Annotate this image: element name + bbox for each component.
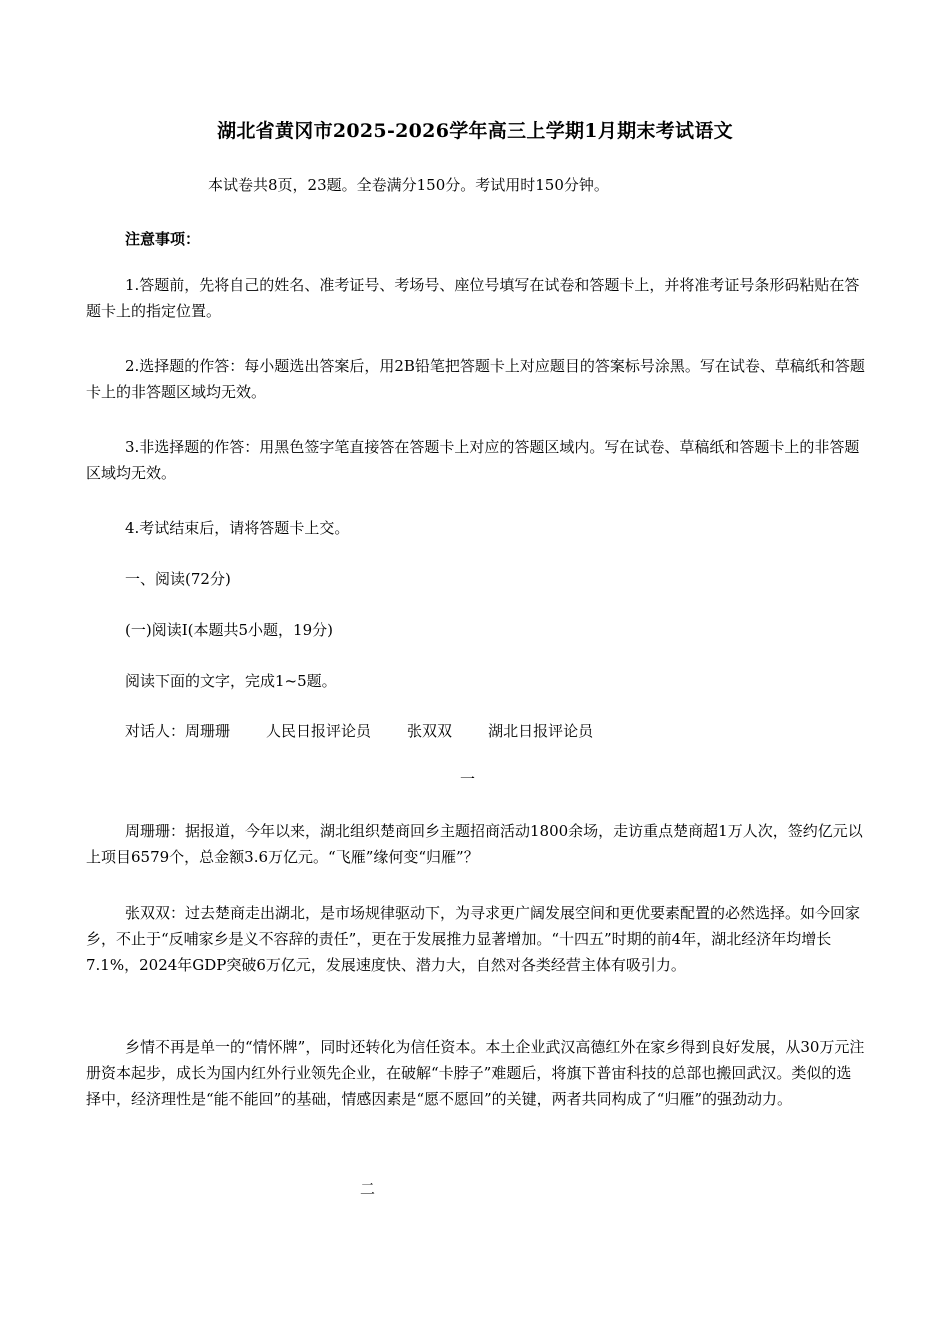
speaker-name: 人民日报评论员 xyxy=(266,722,372,740)
notice-heading: 注意事项： xyxy=(125,230,201,248)
speaker-name: 张双双 xyxy=(407,722,453,740)
speaker-list xyxy=(125,718,629,744)
dialogue-paragraph: 张双双：过去楚商走出湖北，是市场规律驱动下，为寻求更广阔发展空间和更优要素配置的必然选择。如今回家乡，不止于“反哺家乡是义不容辞的责任”，更在于发展推力显著增加。“十四五”时期的前4年，湖北经济年均增长7.1%，2024年GDP突破6万亿元，发展速度快、潜力大，自然对各类经营主体有吸引力。 xyxy=(86,904,861,974)
notice-item-1: 1.答题前，先将自己的姓名、准考证号、考场号、座位号填写在试卷和答题卡上，并将准考证号条形码粘贴在答题卡上的指定位置。 xyxy=(86,276,860,320)
part-one-marker: 一 xyxy=(460,770,476,788)
section-heading-reading: 一、阅读(72分) xyxy=(125,570,231,588)
exam-info: 本试卷共8页，23题。全卷满分150分。考试用时150分钟。 xyxy=(208,176,609,194)
reading-instruction: 阅读下面的文字，完成1~5题。 xyxy=(125,672,337,690)
notice-item-2: 2.选择题的作答：每小题选出答案后，用2B铅笔把答题卡上对应题目的答案标号涂黑。写在试卷、草稿纸和答题卡上的非答题区域均无效。 xyxy=(86,357,865,401)
speaker-name: 周珊珊 xyxy=(185,722,231,740)
speaker-name: 湖北日报评论员 xyxy=(488,722,594,740)
page-title: 湖北省黄冈市2025-2026学年高三上学期1月期末考试语文 xyxy=(217,120,733,142)
notice-item-3: 3.非选择题的作答：用黑色签字笔直接答在答题卡上对应的答题区域内。写在试卷、草稿纸和答题卡上的非答题区域均无效。 xyxy=(86,438,860,482)
notice-item-4: 4.考试结束后，请将答题卡上交。 xyxy=(125,519,350,537)
part-two-marker: 二 xyxy=(360,1180,376,1198)
speaker-label: 对话人： xyxy=(125,722,186,740)
dialogue-paragraph: 周珊珊：据报道，今年以来，湖北组织楚商回乡主题招商活动1800余场，走访重点楚商超1万人次，签约亿元以上项目6579个，总金额3.6万亿元。“飞雁”缘何变“归雁”？ xyxy=(86,822,863,866)
dialogue-paragraph: 乡情不再是单一的“情怀牌”，同时还转化为信任资本。本土企业武汉高德红外在家乡得到良好发展，从30万元注册资本起步，成长为国内红外行业领先企业，在破解“卡脖子”难题后，将旗下普宙科技的总部也搬回武汉。类似的选择中，经济理性是“能不能回”的基础，情感因素是“愿不愿回”的关键，两者共同构成了“归雁”的强劲动力。 xyxy=(86,1038,865,1108)
subsection-heading-reading-1: (一)阅读Ⅰ(本题共5小题，19分) xyxy=(125,621,333,639)
